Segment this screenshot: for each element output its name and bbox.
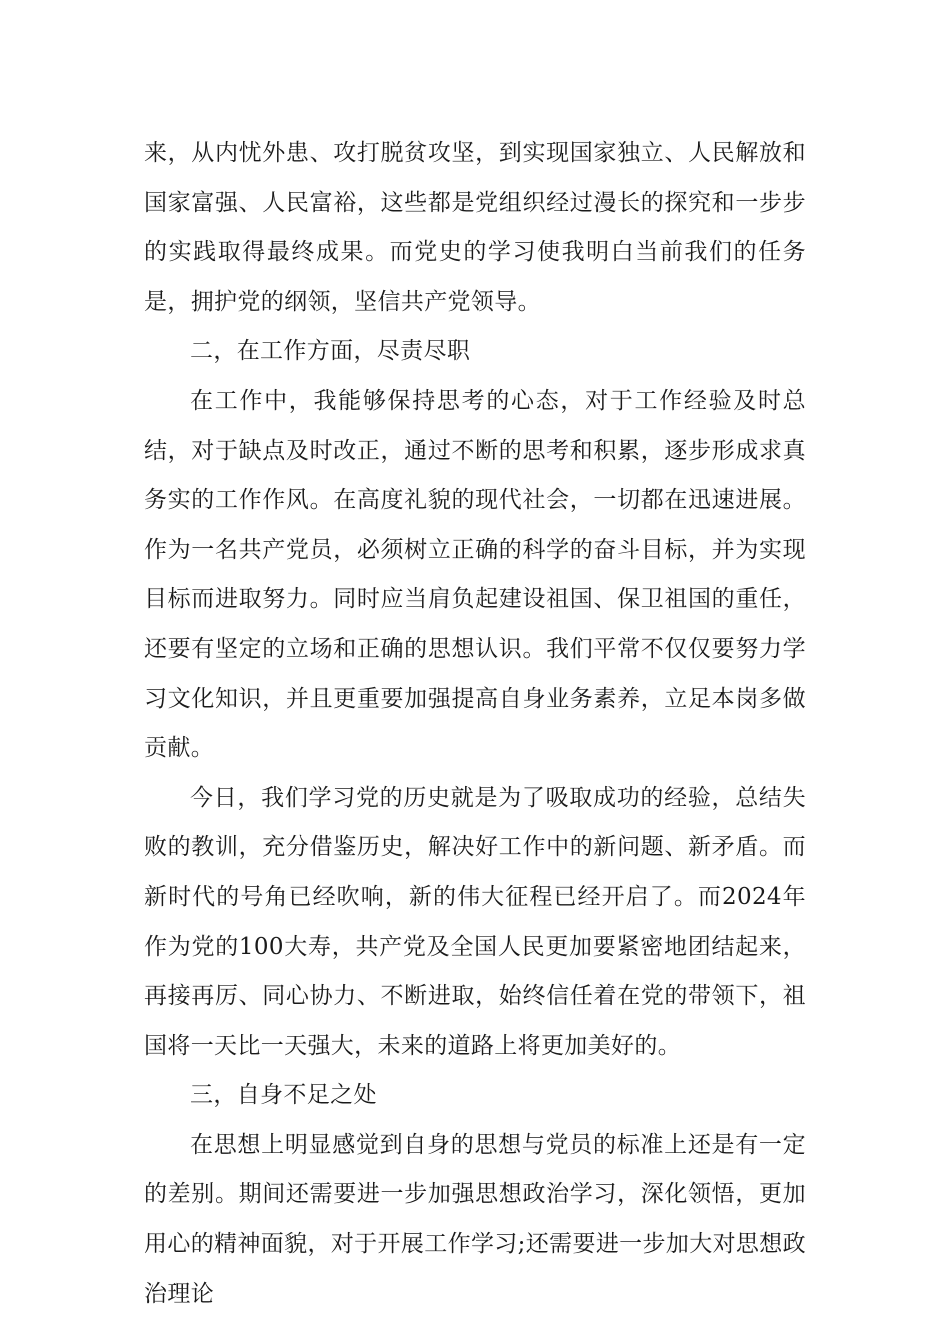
paragraph-shortcomings: 在思想上明显感觉到自身的思想与党员的标准上还是有一定的差别。期间还需要进一步加强思想政治学习，深化领悟，更加用心的精神面貌，对于开展工作学习;还需要进一步加大对思想政治理论	[144, 1131, 806, 1307]
paragraph-history: 今日，我们学习党的历史就是为了吸取成功的经验，总结失败的教训，充分借鉴历史，解决好工作中的新问题、新矛盾。而新时代的号角已经吹响，新的伟大征程已经开启了。而2024年作为党的100大寿，共产党及全国人民更加要紧密地团结起来，再接再厉、同心协力、不断进取，始终信任着在党的带领下，祖国将一天比一天强大，未来的道路上将更加美好的。	[144, 784, 806, 1059]
section-heading-work: 二，在工作方面，尽责尽职	[190, 338, 471, 365]
paragraph-continuation: 来，从内忧外患、攻打脱贫攻坚，到实现国家独立、人民解放和国家富强、人民富裕，这些都是党组织经过漫长的探究和一步步的实践取得最终成果。而党史的学习使我明白当前我们的任务是，拥护党的纲领，坚信共产党领导。	[144, 140, 806, 315]
section-heading-shortcomings: 三，自身不足之处	[190, 1082, 377, 1109]
document-body	[144, 129, 806, 1319]
paragraph-work: 在工作中，我能够保持思考的心态，对于工作经验及时总结，对于缺点及时改正，通过不断的思考和积累，逐步形成求真务实的工作作风。在高度礼貌的现代社会，一切都在迅速进展。作为一名共产党员，必须树立正确的科学的奋斗目标，并为实现目标而进取努力。同时应当肩负起建设祖国、保卫祖国的重任，还要有坚定的立场和正确的思想认识。我们平常不仅仅要努力学习文化知识，并且更重要加强提高自身业务素养，立足本岗多做贡献。	[144, 387, 806, 762]
